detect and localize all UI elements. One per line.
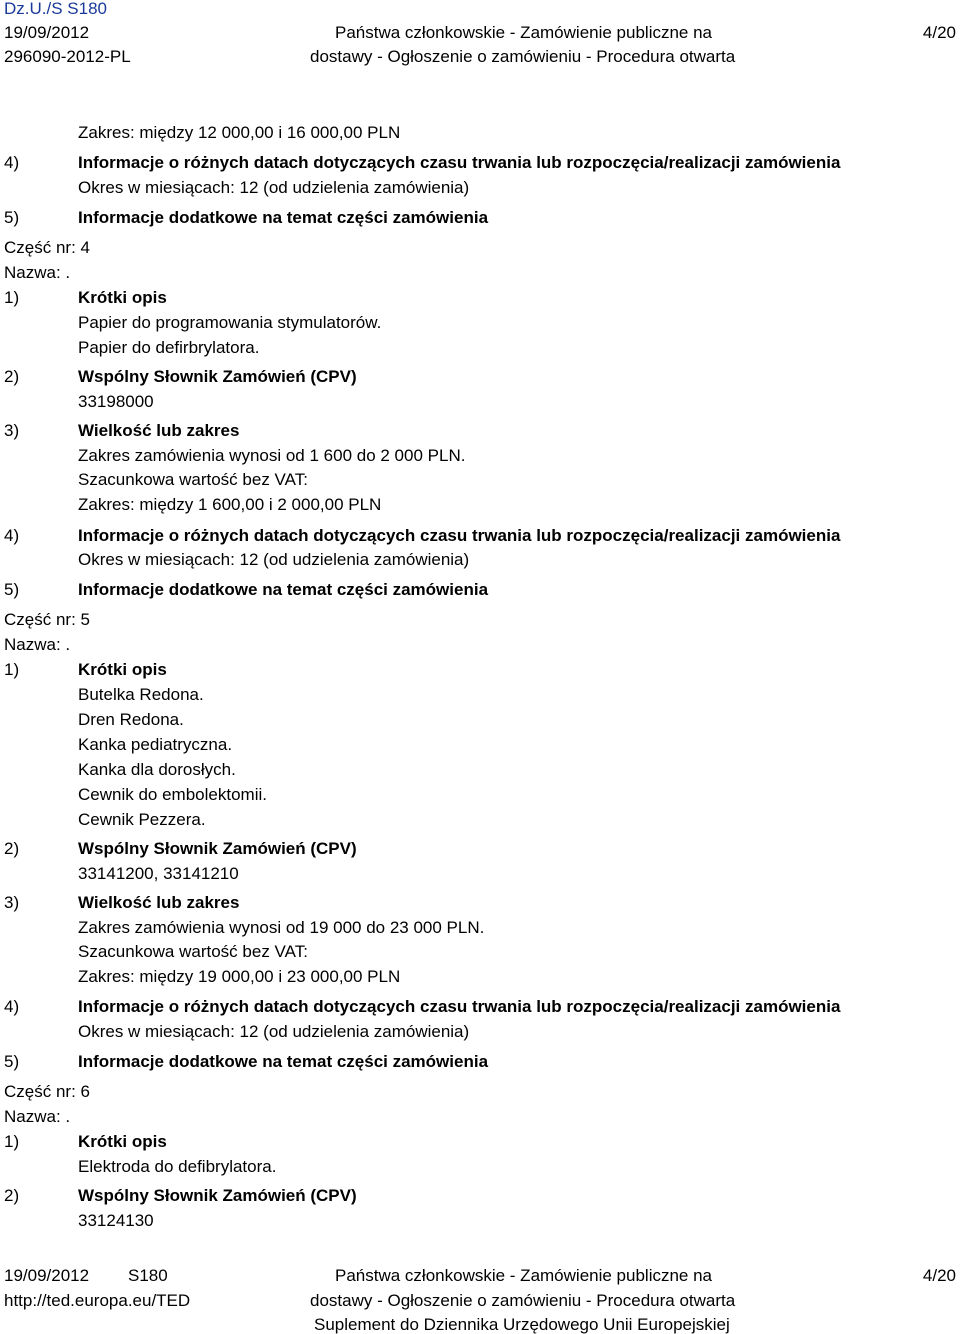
- cpv-code: 33141200, 33141210: [78, 864, 239, 883]
- text-line: Zakres: między 1 600,00 i 2 000,00 PLN: [78, 495, 382, 514]
- text-line: Papier do programowania stymulatorów.: [78, 313, 382, 332]
- section-number: 4): [4, 526, 20, 545]
- text-line: Dren Redona.: [78, 710, 184, 729]
- footer-date: 19/09/2012: [4, 1266, 90, 1285]
- section-heading: Informacje o różnych datach dotyczących czasu trwania lub rozpoczęcia/realizacji zamówienia: [78, 526, 841, 545]
- section-number: 1): [4, 288, 20, 307]
- section-number: 5): [4, 580, 20, 599]
- section-heading: Wspólny Słownik Zamówień (CPV): [78, 1186, 357, 1205]
- text-line: Kanka dla dorosłych.: [78, 760, 236, 779]
- section-heading: Informacje o różnych datach dotyczących czasu trwania lub rozpoczęcia/realizacji zamówienia: [78, 997, 841, 1016]
- text-line: Butelka Redona.: [78, 685, 204, 704]
- footer-title-line3: Suplement do Dziennika Urzędowego Unii Europejskiej: [314, 1315, 730, 1334]
- section-number: 4): [4, 153, 20, 172]
- section-heading: Krótki opis: [78, 288, 167, 307]
- section-heading: Wspólny Słownik Zamówień (CPV): [78, 839, 357, 858]
- text-line: Elektroda do defibrylatora.: [78, 1157, 277, 1176]
- section-number: 1): [4, 660, 20, 679]
- section-heading: Informacje dodatkowe na temat części zamówienia: [78, 580, 489, 599]
- text-line: Okres w miesiącach: 12 (od udzielenia zamówienia): [78, 550, 470, 569]
- text-line: Szacunkowa wartość bez VAT:: [78, 942, 308, 961]
- text-line: Okres w miesiącach: 12 (od udzielenia zamówienia): [78, 178, 470, 197]
- part-number: Część nr: 5: [4, 610, 90, 629]
- header-date: 19/09/2012: [4, 23, 90, 42]
- text-line: Cewnik Pezzera.: [78, 810, 206, 829]
- text-line: Cewnik do embolektomii.: [78, 785, 267, 804]
- section-number: 5): [4, 208, 20, 227]
- text-line: Kanka pediatryczna.: [78, 735, 233, 754]
- text-line: Papier do defirbrylatora.: [78, 338, 260, 357]
- section-number: 5): [4, 1052, 20, 1071]
- section-number: 4): [4, 997, 20, 1016]
- text-line: Szacunkowa wartość bez VAT:: [78, 470, 308, 489]
- part-number: Część nr: 6: [4, 1082, 90, 1101]
- section-number: 2): [4, 1186, 20, 1205]
- footer-page-number: 4/20: [922, 1266, 956, 1285]
- footer-title-line2: dostawy - Ogłoszenie o zamówieniu - Procedura otwarta: [310, 1291, 736, 1310]
- text-line: Zakres zamówienia wynosi od 1 600 do 2 000 PLN.: [78, 446, 466, 465]
- footer-url-link[interactable]: http://ted.europa.eu/TED: [4, 1291, 191, 1310]
- section-number: 3): [4, 421, 20, 440]
- part-name: Nazwa: .: [4, 263, 71, 282]
- header-doc-ref[interactable]: Dz.U./S S180: [4, 0, 107, 18]
- section-heading: Informacje dodatkowe na temat części zamówienia: [78, 1052, 489, 1071]
- text-line: Zakres: między 19 000,00 i 23 000,00 PLN: [78, 967, 401, 986]
- section-heading: Informacje o różnych datach dotyczących czasu trwania lub rozpoczęcia/realizacji zamówienia: [78, 153, 841, 172]
- text-line: Zakres: między 12 000,00 i 16 000,00 PLN: [78, 123, 401, 142]
- text-line: Zakres zamówienia wynosi od 19 000 do 23 000 PLN.: [78, 918, 485, 937]
- cpv-code: 33124130: [78, 1211, 154, 1230]
- part-name: Nazwa: .: [4, 1107, 71, 1126]
- header-page-number: 4/20: [922, 23, 956, 42]
- section-heading: Wspólny Słownik Zamówień (CPV): [78, 367, 357, 386]
- header-notice-id: 296090-2012-PL: [4, 47, 131, 66]
- part-number: Część nr: 4: [4, 238, 90, 257]
- section-heading: Informacje dodatkowe na temat części zamówienia: [78, 208, 489, 227]
- section-heading: Wielkość lub zakres: [78, 893, 240, 912]
- cpv-code: 33198000: [78, 392, 154, 411]
- section-number: 1): [4, 1132, 20, 1151]
- section-heading: Wielkość lub zakres: [78, 421, 240, 440]
- section-number: 2): [4, 367, 20, 386]
- text-line: Okres w miesiącach: 12 (od udzielenia zamówienia): [78, 1022, 470, 1041]
- section-number: 2): [4, 839, 20, 858]
- footer-series: S180: [128, 1266, 168, 1285]
- part-name: Nazwa: .: [4, 635, 71, 654]
- footer-title-line1: Państwa członkowskie - Zamówienie publiczne na: [335, 1266, 713, 1285]
- header-title-line1: Państwa członkowskie - Zamówienie publiczne na: [335, 23, 713, 42]
- section-heading: Krótki opis: [78, 660, 167, 679]
- section-number: 3): [4, 893, 20, 912]
- header-title-line2: dostawy - Ogłoszenie o zamówieniu - Procedura otwarta: [310, 47, 736, 66]
- section-heading: Krótki opis: [78, 1132, 167, 1151]
